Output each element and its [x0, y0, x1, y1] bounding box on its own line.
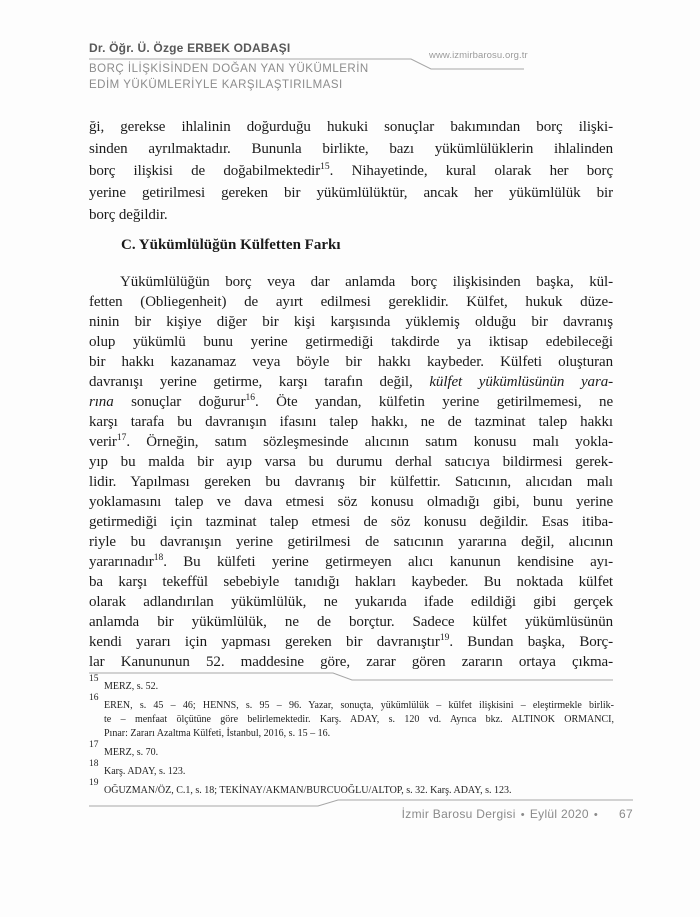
- text-segment: yoklamasını talep ve dava etmesi söz konusu olmadığı gibi, bunu yerine: [89, 494, 613, 510]
- footnote-ref: 17: [116, 433, 127, 443]
- article-title-line-1: BORÇ İLİŞKİSİNDEN DOĞAN YAN YÜKÜMLERİN: [89, 63, 369, 75]
- footer-bullet: •: [593, 809, 599, 821]
- text-segment: MERZ, s. 70.: [104, 747, 159, 758]
- text-segment: . Nihayetinde, kural olarak her borç: [329, 163, 613, 179]
- text-line: [89, 512, 613, 532]
- section-heading: C. Yükümlülüğün Külfetten Farkı: [121, 237, 341, 253]
- footnotes-section: [89, 674, 614, 803]
- text-line: [89, 452, 613, 472]
- article-title: [89, 61, 369, 93]
- footnote-ref: 15: [320, 162, 330, 172]
- text-segment: anlamda bir yükümlülük, ne de borçtur. Sadece külfet yükümlüsünün: [89, 614, 613, 630]
- article-title-line-2: EDİM YÜKÜMLERİYLE KARŞILAŞTIRILMASI: [89, 79, 343, 91]
- text-line: [89, 412, 613, 432]
- text-line: [104, 784, 614, 798]
- text-segment: ninin bir kişiye diğer bir kişi karşısında yüklemiş olduğu bir davranış: [89, 314, 613, 330]
- text-segment: lidir. Yapılması gereken bu davranış bir külfettir. Satıcının, alıcıdan malı: [89, 474, 613, 490]
- website-url: www.izmirbarosu.org.tr: [429, 50, 528, 61]
- text-segment: MERZ, s. 52.: [104, 681, 159, 692]
- body-paragraph-1: [89, 116, 613, 226]
- text-segment: . Bu külfeti yerine getirmeyen alıcı kanunun kendisine ayı-: [163, 554, 613, 570]
- text-segment: sonuçlar doğurur: [113, 394, 246, 410]
- text-segment: OĞUZMAN/ÖZ, C.1, s. 18; TEKİNAY/AKMAN/BURCUOĞLU/ALTOP, s. 32. Karş. ADAY, s. 123.: [104, 785, 512, 796]
- text-line: [89, 532, 613, 552]
- text-line: [89, 292, 613, 312]
- text-segment: . Örneğin, satım sözleşmesinde alıcının satım konusu malı yokla-: [126, 434, 613, 450]
- footnote-item: $^{18}$ Karş. ADAY, s. 123.: [89, 765, 614, 779]
- text-line: [89, 432, 613, 452]
- text-line: [89, 312, 613, 332]
- text-segment: Yükümlülüğün borç veya dar anlamda borç ilişkisinden başka, kül-: [120, 274, 613, 290]
- text-line: [89, 332, 613, 352]
- footer-page-number: 67: [619, 807, 633, 821]
- text-line: [89, 138, 613, 160]
- text-line: [89, 472, 613, 492]
- text-line: [104, 680, 614, 694]
- text-line: [89, 116, 613, 138]
- text-line: [89, 572, 613, 592]
- text-line: [89, 204, 613, 226]
- footer-issue-date: Eylül 2020: [529, 807, 589, 821]
- text-line: [104, 746, 614, 760]
- emphasis-text: külfet yükümlüsünün yara-: [429, 374, 613, 390]
- text-segment: ba karşı tekeffül sebebiyle tanıdığı hakları kaybeder. Bu noktada külfet: [89, 574, 613, 590]
- text-segment: te – menfaat ölçütüne göre belirlemektedir. Karş. ADAY, s. 120 vd. Ayrıca bkz. ALTINOK ORMANCI,: [104, 714, 614, 725]
- footnote-item: $^{16}$ EREN, s. 45 – 46; HENNS, s. 95 – 96. Yazar, sonuçta, yükümlülük – külfet ilişkisini – eleştirmekle birlik- te – menfaat ölçütüne göre belirlemektedir. Karş. ADAY, s. 120 vd. Ayrıca bkz. ALTINOK ORMANCI, Pınar: Zararı Azaltma Külfeti, İstanbul, 2016, s. 15 – 16.: [89, 693, 614, 739]
- author-name: Dr. Öğr. Ü. Özge ERBEK ODABAŞI: [89, 41, 291, 55]
- text-segment: Karş. ADAY, s. 123.: [104, 766, 186, 777]
- text-segment: bir hakkı kazanamaz veya böyle bir hakkı kaybeder. Külfeti oluşturan: [89, 354, 613, 370]
- text-segment: olup yükümlü bunu yerine getirmediği takdirde ya iktisap edebileceği: [89, 334, 613, 350]
- text-segment: davranışı yerine getirme, karşı tarafın değil,: [89, 374, 430, 390]
- footnote-ref: 18: [153, 553, 164, 563]
- footnote-item: $^{17}$ MERZ, s. 70.: [89, 746, 614, 760]
- text-segment: borç ilişkisi de doğabilmektedir: [89, 163, 321, 179]
- text-line: [89, 612, 613, 632]
- text-line: [89, 352, 613, 372]
- text-segment: kendi yararı için yapması gereken bir davranıştır: [89, 634, 440, 650]
- footer-journal-name: İzmir Barosu Dergisi: [401, 807, 516, 821]
- text-segment: yıp bu malda bir ayıp varsa bu durumu derhal satıcıya bildirmesi gerek-: [89, 454, 613, 470]
- text-segment: riyle bu davranışın yerine getirilmesi de satıcının yararına değil, alıcının: [89, 534, 613, 550]
- text-line: [89, 632, 613, 652]
- text-segment: getirmediği için tazminat talep etmesi de söz konusu değildir. Esas itiba-: [89, 514, 613, 530]
- footnote-ref: 19: [439, 633, 450, 643]
- text-line: [89, 552, 613, 572]
- text-line: [104, 727, 614, 741]
- page-footer: [402, 807, 633, 821]
- text-line: [89, 592, 613, 612]
- footnote-text: [104, 765, 614, 779]
- footnote-ref: 16: [245, 393, 255, 403]
- text-segment: karşı tarafa bu davranışın ifasını talep hakkı, ne de tazminat talep hakkı: [89, 414, 613, 430]
- footnote-text: [104, 746, 614, 760]
- footnote-item: $^{19}$ OĞUZMAN/ÖZ, C.1, s. 18; TEKİNAY/AKMAN/BURCUOĞLU/ALTOP, s. 32. Karş. ADAY, s. 123.: [89, 784, 614, 798]
- text-segment: borç değildir.: [89, 207, 168, 223]
- body-paragraph-2: [89, 272, 613, 672]
- text-line: [89, 492, 613, 512]
- text-line: [89, 272, 613, 292]
- text-segment: olarak adlandırılan yükümlülük, ne yukarıda ifade edildiği gibi gerçek: [89, 594, 613, 610]
- text-segment: sinden ayrılmaktadır. Bununla birlikte, bazı yükümlülüklerin ihlalinden: [89, 141, 613, 157]
- text-segment: Pınar: Zararı Azaltma Külfeti, İstanbul, 2016, s. 15 – 16.: [104, 728, 331, 739]
- footnote-text: [104, 699, 614, 741]
- text-line: [89, 372, 613, 392]
- text-segment: . Öte yandan, külfetin yerine getirilmemesi, ne: [254, 394, 613, 410]
- text-segment: lar Kanununun 52. maddesine göre, zarar gören zararın ortaya çıkma-: [89, 654, 613, 670]
- text-line: [89, 652, 613, 672]
- text-segment: fetten (Obliegenheit) de ayırt edilmesi gereklidir. Külfet, hukuk düze-: [89, 294, 613, 310]
- text-line: [89, 160, 613, 182]
- footnote-separator-line: [89, 673, 613, 680]
- text-line: [89, 392, 613, 412]
- text-line: [104, 699, 614, 713]
- text-segment: verir: [89, 434, 117, 450]
- text-segment: EREN, s. 45 – 46; HENNS, s. 95 – 96. Yazar, sonuçta, yükümlülük – külfet ilişkisini – eleştirmekle birlik-: [104, 700, 614, 711]
- text-segment: yerine getirilmesi gereken bir yükümlülüktür, ancak her yükümlülük bir: [89, 185, 613, 201]
- footer-bullet: •: [520, 809, 525, 821]
- footnote-text: [104, 680, 614, 694]
- text-line: [89, 182, 613, 204]
- text-segment: ği, gerekse ihlalinin doğurduğu hukuki sonuçlar bakımından borç ilişki-: [89, 119, 613, 135]
- footnote-item: $^{15}$ MERZ, s. 52.: [89, 680, 614, 694]
- text-line: [104, 765, 614, 779]
- text-segment: . Bundan başka, Borç-: [449, 634, 614, 650]
- emphasis-text: rına: [89, 394, 114, 410]
- text-line: [104, 713, 614, 727]
- text-segment: yararınadır: [89, 554, 154, 570]
- footnote-text: [104, 784, 614, 798]
